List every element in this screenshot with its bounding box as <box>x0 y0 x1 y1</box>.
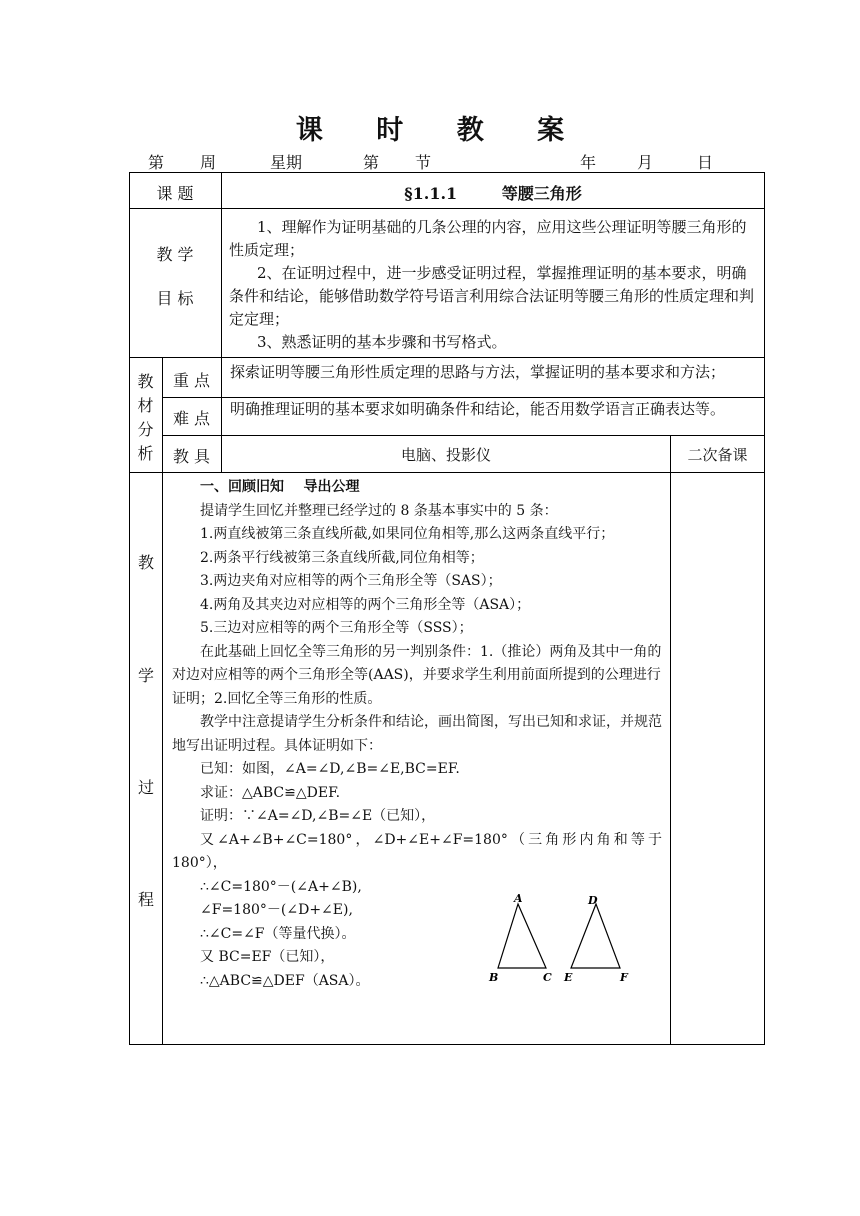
process-label-char: 程 <box>138 890 155 909</box>
body-line: 5.三边对应相等的两个三角形全等（SSS）； <box>200 620 473 636</box>
process-label-char: 学 <box>138 666 155 685</box>
section-heading: 一、回顾旧知 导出公理 <box>200 479 360 495</box>
process-label-char: 过 <box>138 778 155 797</box>
body-line: 2.两条平行线被第三条直线所截,同位角相等； <box>200 549 484 566</box>
tools-label: 教 具 <box>172 447 211 466</box>
objectives-label-bottom: 目 标 <box>156 289 194 308</box>
objectives-label-top: 教 学 <box>156 245 194 264</box>
dateline-week-prefix: 第 <box>148 153 165 172</box>
proof-line: 又∠A+∠B+∠C=180°，∠D+∠E+∠F=180°（三角形内角和等于180°）， <box>172 831 662 871</box>
proof-line: ∴∠C=∠F（等量代换）。 <box>200 925 356 942</box>
proof-line: ∴∠C=180°－(∠A+∠B), <box>200 878 362 895</box>
objective-item: 1、理解作为证明基础的几条公理的内容，应用这些公理证明等腰三角形的性质定理； <box>229 218 747 259</box>
objectives-list <box>229 216 759 354</box>
body-line: 1.两直线被第三条直线所截,如果同位角相等,那么这两条直线平行； <box>200 526 615 542</box>
proof-line: ∴△ABC≌△DEF（ASA）。 <box>200 972 370 989</box>
dateline-month: 月 <box>637 153 654 172</box>
body-line: 3.两边夹角对应相等的两个三角形全等（SAS）； <box>200 573 502 589</box>
dateline-week-suffix: 周 <box>200 153 217 172</box>
body-line: 4.两角及其夹边对应相等的两个三角形全等（ASA）； <box>200 596 531 613</box>
vertex-label-d: D <box>588 894 598 907</box>
difficulty-text: 明确推理证明的基本要求如明确条件和结论，能否用数学语言正确表达等。 <box>230 400 726 418</box>
body-paragraph: 在此基础上回忆全等三角形的另一判别条件：1.（推论）两角及其中一角的对边对应相等的两个三角形全等(AAS)，并要求学生利用前面所提到的公理进行证明；2.回忆全等三角形的性质。 <box>172 643 662 707</box>
body-paragraph: 教学中注意提请学生分析条件和结论，画出简图，写出已知和求证，并规范地写出证明过程。具体证明如下： <box>172 714 662 754</box>
dateline-weekday: 星期 <box>270 153 303 172</box>
body-line: 提请学生回忆并整理已经学过的 8 条基本事实中的 5 条： <box>200 502 558 519</box>
key-points-text: 探索证明等腰三角形性质定理的思路与方法，掌握证明的基本要求和方法； <box>230 363 726 381</box>
dateline-year: 年 <box>580 153 597 172</box>
objective-item: 2、在证明过程中，进一步感受证明过程，掌握推理证明的基本要求，明确条件和结论，能够借助数学符号语言利用综合法证明等腰三角形的性质定理和判定定理； <box>229 264 755 328</box>
page-title: 课 时 教 案 <box>295 115 587 146</box>
key-points-label: 重 点 <box>172 371 211 390</box>
tools-value: 电脑、投影仪 <box>400 446 491 464</box>
dateline-section-prefix: 第 <box>363 153 380 172</box>
vertex-label-f: F <box>620 971 628 984</box>
dateline-section-suffix: 节 <box>415 153 432 172</box>
triangle-figure <box>480 890 640 990</box>
vertex-label-e: E <box>564 971 573 984</box>
vertex-label-c: C <box>543 971 552 984</box>
process-label-char: 教 <box>138 553 155 572</box>
triangle-def <box>571 904 620 968</box>
vertex-label-b: B <box>489 971 499 984</box>
vertex-label-a: A <box>514 892 523 905</box>
analysis-label: 教 材 分 析 <box>137 372 154 463</box>
secondary-prep-label: 二次备课 <box>687 446 748 464</box>
topic-label: 课 题 <box>156 184 194 203</box>
triangle-abc <box>498 904 546 968</box>
proof-line: ∠F=180°－(∠D+∠E), <box>200 902 353 918</box>
proof-line: 证明：∵∠A=∠D,∠B=∠E（已知）， <box>200 808 436 824</box>
proof-line: 又 BC=EF（已知）， <box>200 949 335 965</box>
dateline-day: 日 <box>697 153 714 172</box>
proof-line: 已知：如图，∠A=∠D,∠B=∠E,BC=EF. <box>200 761 460 777</box>
difficulty-label: 难 点 <box>172 409 211 428</box>
proof-line: 求证：△ABC≌△DEF. <box>200 784 341 801</box>
topic-value: §1.1.1 等腰三角形 <box>404 184 582 203</box>
objective-item: 3、熟悉证明的基本步骤和书写格式。 <box>257 333 507 351</box>
